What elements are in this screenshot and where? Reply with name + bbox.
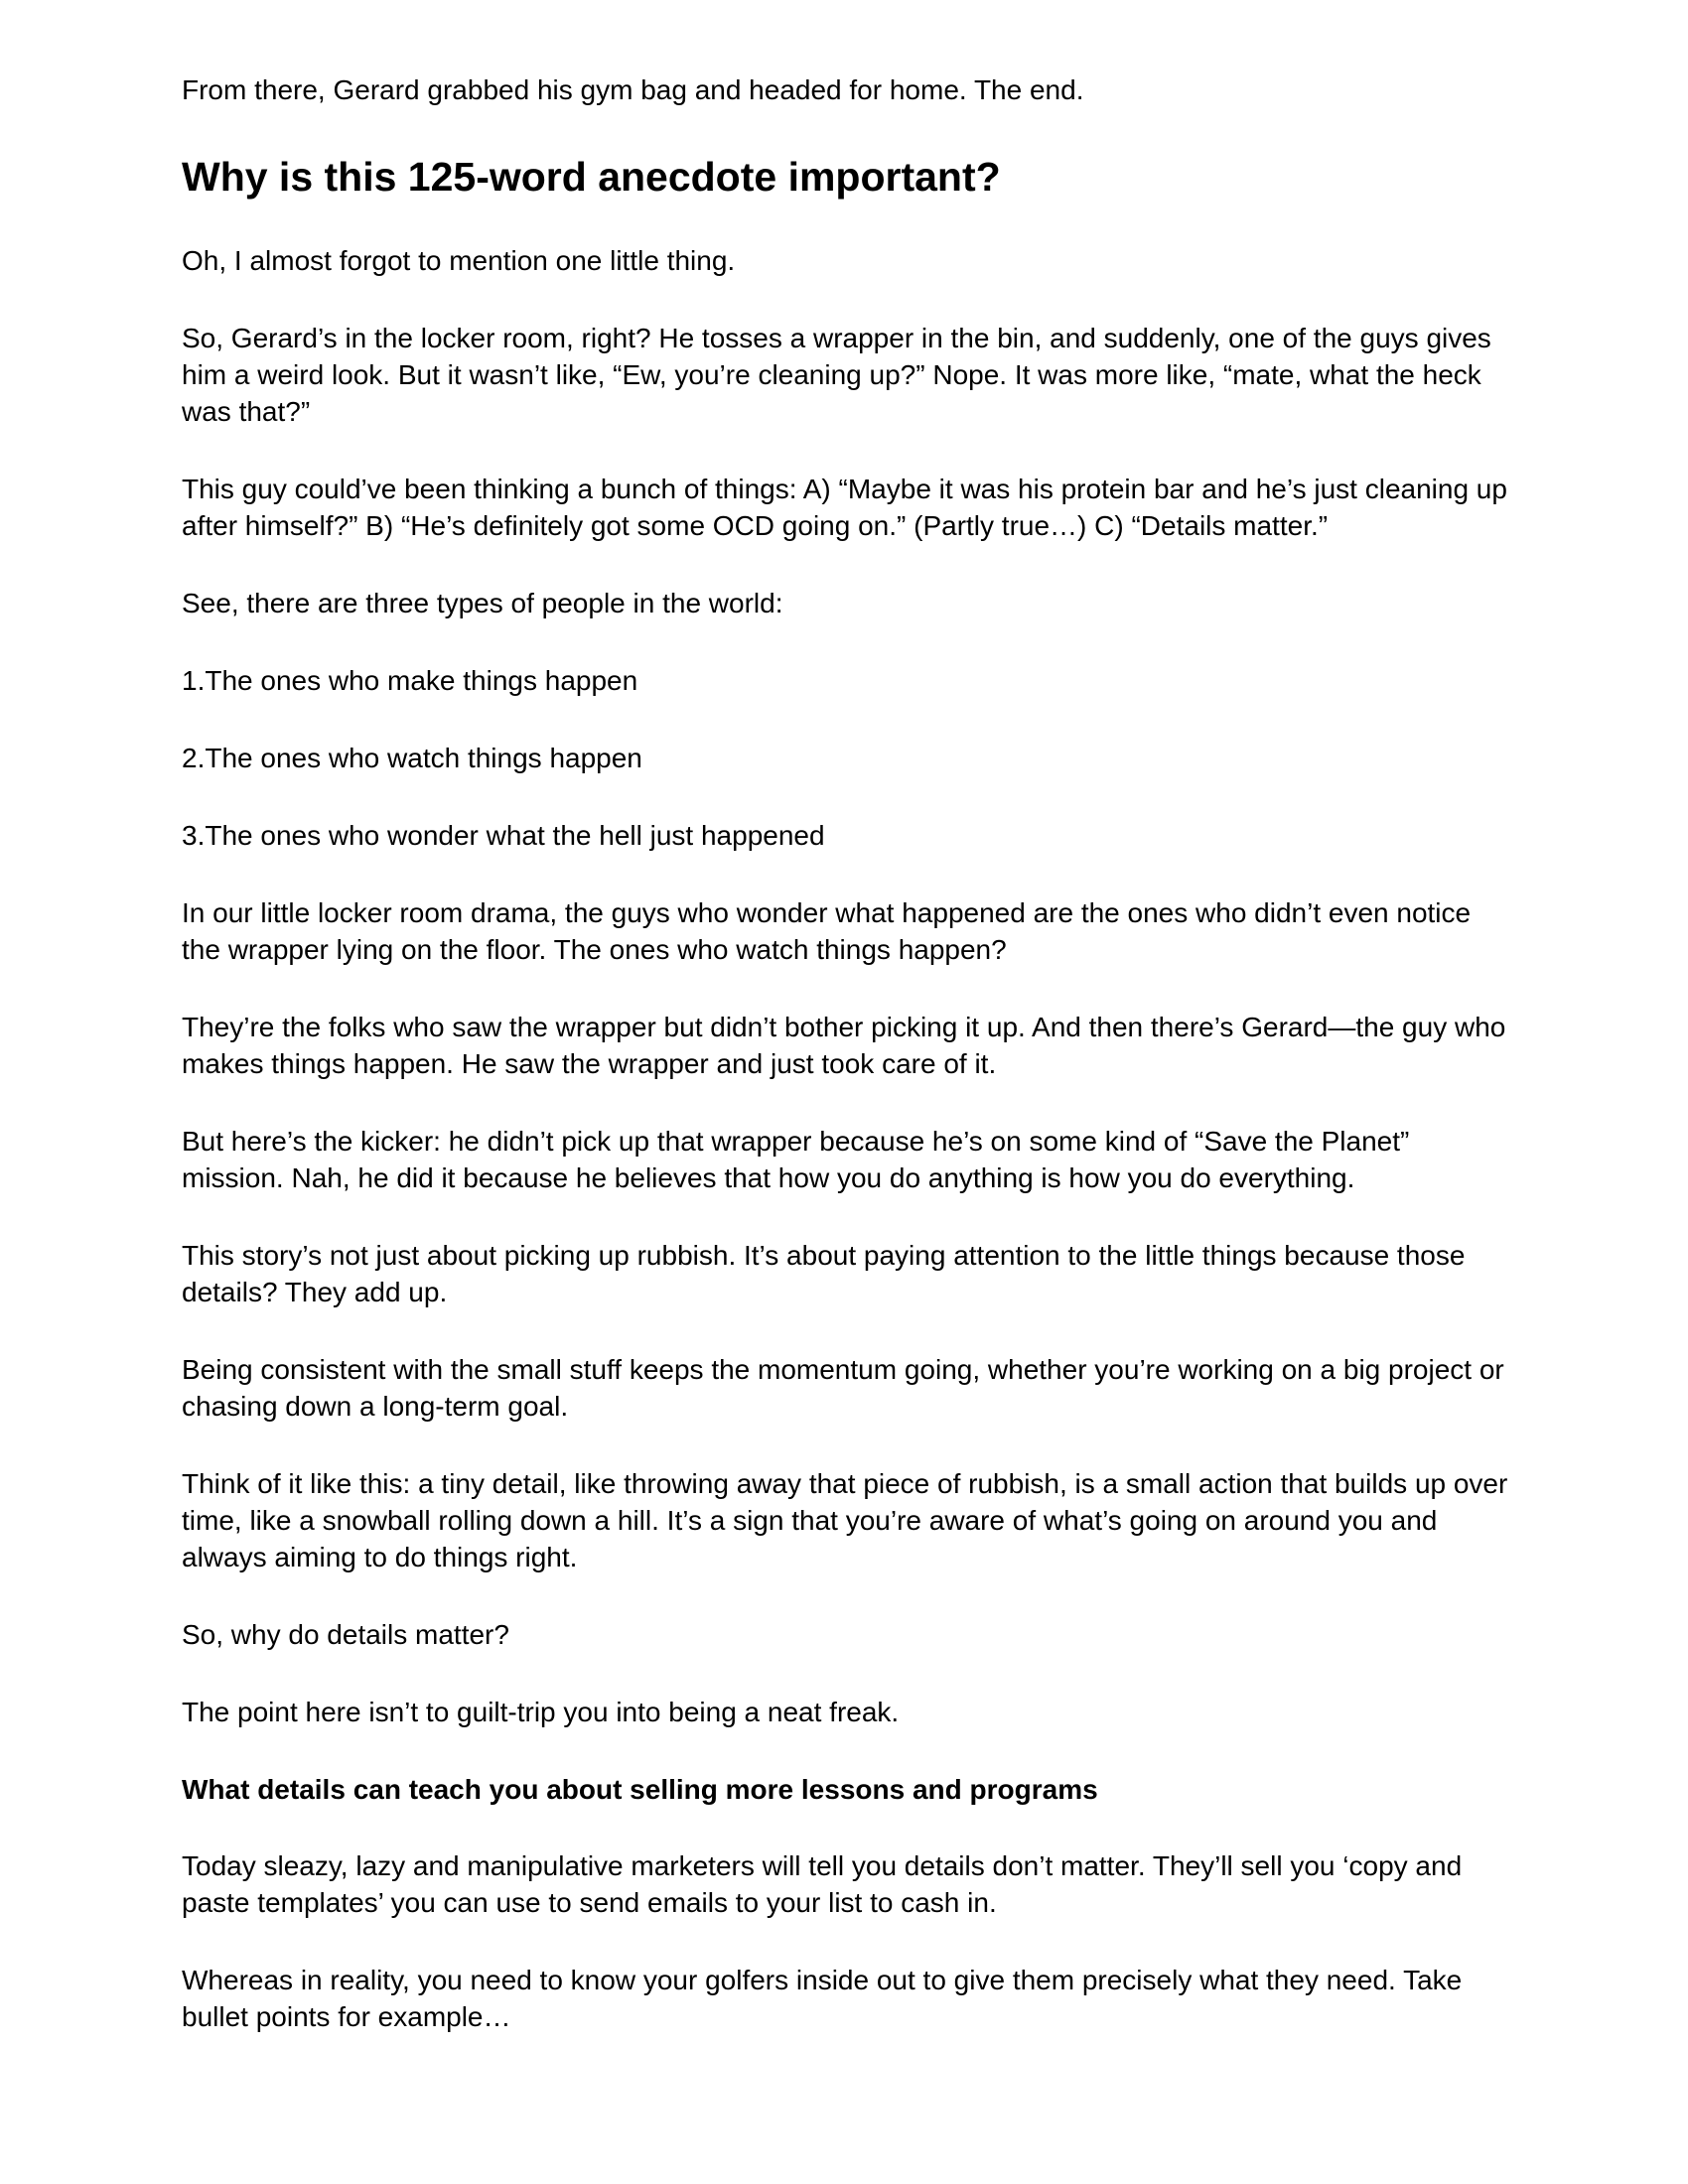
paragraph-snowball: Think of it like this: a tiny detail, like throwing away that piece of rubbish, is a small action that builds up over time, like a snowball rolling down a hill. It’s a sign that you’re aware of what’s going on around you and always aiming to do things right. — [182, 1468, 1508, 1572]
paragraph-kicker: But here’s the kicker: he didn’t pick up that wrapper because he’s on some kind of “Save the Planet” mission. Nah, he did it because he believes that how you do anything is how you do everything. — [182, 1126, 1410, 1193]
paragraph-locker-room: So, Gerard’s in the locker room, right? He tosses a wrapper in the bin, and suddenly, one of the guys gives him a weird look. But it wasn’t like, “Ew, you’re cleaning up?” Nope. It was more like, “mate, what the heck was that?” — [182, 323, 1491, 427]
paragraph-three-types: See, there are three types of people in the world: — [182, 588, 783, 618]
section-heading-anecdote: Why is this 125-word anecdote important? — [182, 154, 1001, 200]
paragraph-rubbish: This story’s not just about picking up rubbish. It’s about paying attention to the little things because those details? They add up. — [182, 1240, 1466, 1307]
paragraph-gerard-home: From there, Gerard grabbed his gym bag and headed for home. The end. — [182, 74, 1084, 105]
list-item: 1.The ones who make things happen — [182, 665, 638, 696]
paragraph-marketers: Today sleazy, lazy and manipulative marketers will tell you details don’t matter. They’ll sell you ‘copy and paste templates’ you can use to send emails to your list to cash in. — [182, 1850, 1463, 1918]
list-item: 3.The ones who wonder what the hell just happened — [182, 820, 825, 851]
paragraph-thinking: This guy could’ve been thinking a bunch of things: A) “Maybe it was his protein bar and he’s just cleaning up after himself?” B) “He’s definitely got some OCD going on.” (Partly true…) C) “Details matter.” — [182, 474, 1507, 541]
types-list — [182, 662, 1509, 854]
subheading-selling: What details can teach you about selling more lessons and programs — [182, 1774, 1098, 1805]
paragraph-guilt-trip: The point here isn’t to guilt-trip you into being a neat freak. — [182, 1697, 900, 1727]
paragraph-golfers: Whereas in reality, you need to know your golfers inside out to give them precisely what they need. Take bullet points for example… — [182, 1965, 1463, 2032]
paragraph-forgot: Oh, I almost forgot to mention one little thing. — [182, 245, 736, 276]
paragraph-consistent: Being consistent with the small stuff keeps the momentum going, whether you’re working on a big project or chasing down a long-term goal. — [182, 1354, 1504, 1422]
paragraph-folks: They’re the folks who saw the wrapper but didn’t bother picking it up. And then there’s Gerard—the guy who makes things happen. He saw the wrapper and just took care of it. — [182, 1012, 1506, 1079]
list-item: 2.The ones who watch things happen — [182, 743, 642, 773]
paragraph-locker-drama: In our little locker room drama, the guys who wonder what happened are the ones who didn’t even notice the wrapper lying on the floor. The ones who watch things happen? — [182, 897, 1472, 965]
paragraph-why-details: So, why do details matter? — [182, 1619, 509, 1650]
